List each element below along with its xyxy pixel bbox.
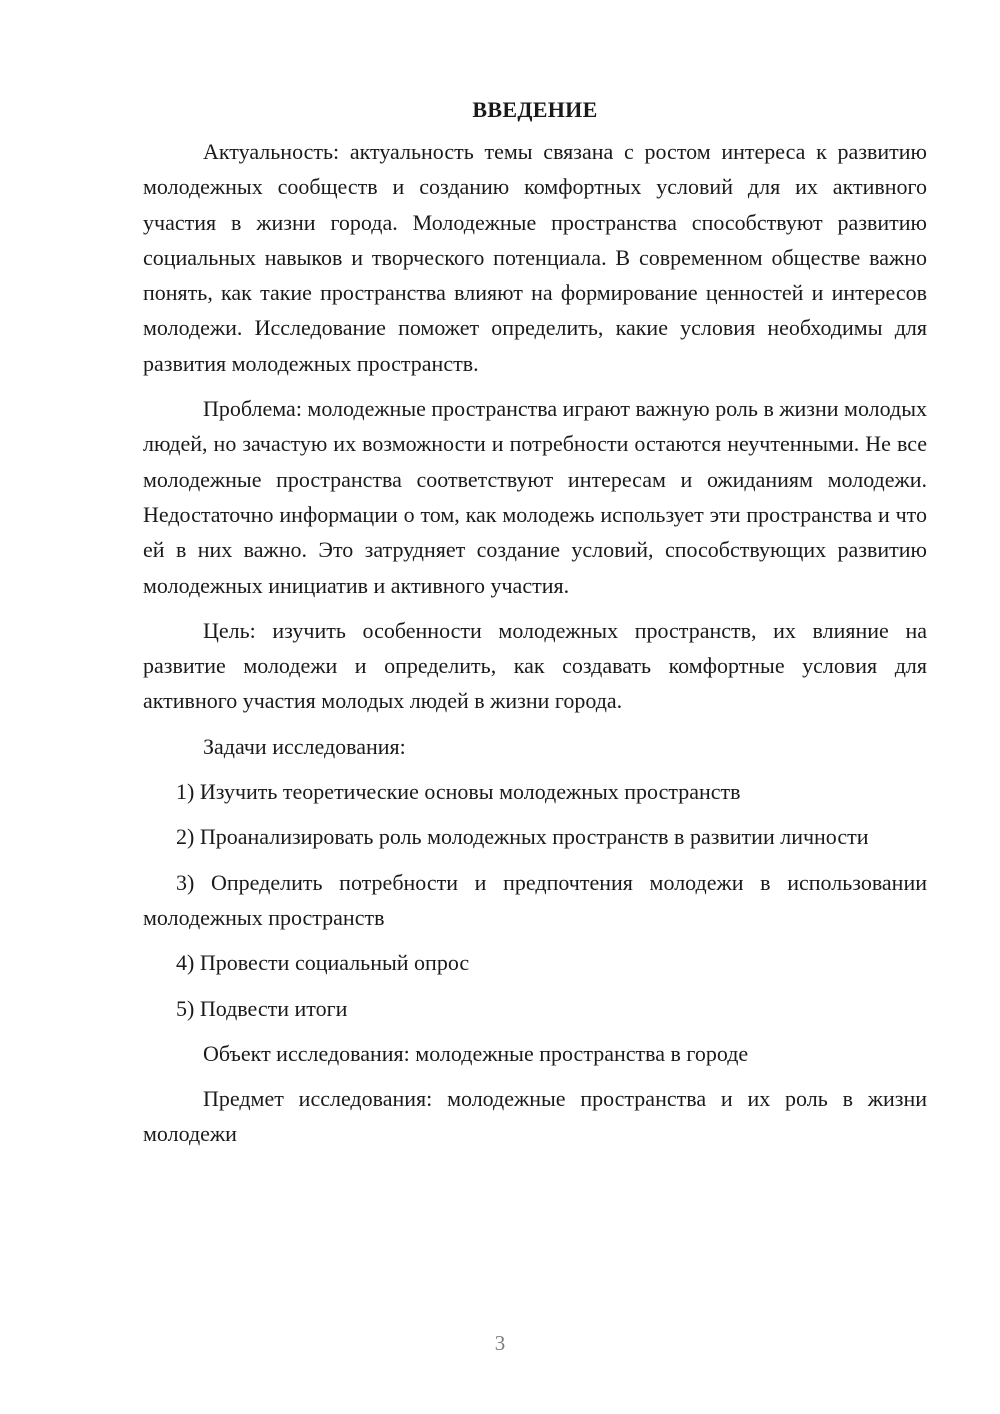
relevance-paragraph: Актуальность: актуальность темы связана с ростом интереса к развитию молодежных сообществ и созданию комфортных условий для их активного участия в жизни города. Молодежные пространства способствуют развитию социальных навыков и творческого потенциала. В современном обществе важно понять, как такие пространства влияют на формирование ценностей и интересов молодежи. Исследование поможет определить, какие условия необходимы для развития молодежных пространств. — [143, 139, 927, 376]
section-heading: ВВЕДЕНИЕ — [472, 97, 598, 122]
task-item-4: 4) Провести социальный опрос — [176, 950, 470, 976]
task-item-2: 2) Проанализировать роль молодежных пространств в развитии личности — [176, 824, 869, 850]
subject-paragraph: Предмет исследования: молодежные пространства и их роль в жизни молодежи — [143, 1086, 927, 1147]
tasks-heading: Задачи исследования: — [203, 733, 406, 759]
object-paragraph: Объект исследования: молодежные пространства в городе — [203, 1040, 749, 1066]
task-item-5: 5) Подвести итоги — [176, 995, 348, 1021]
page-number: 3 — [494, 1331, 506, 1355]
goal-paragraph: Цель: изучить особенности молодежных пространств, их влияние на развитие молодежи и определить, как создавать комфортные условия для активного участия молодых людей в жизни города. — [143, 617, 927, 714]
task-item-3: 3) Определить потребности и предпочтения молодежи в использовании молодежных пространств — [143, 869, 927, 930]
problem-paragraph: Проблема: молодежные пространства играют важную роль в жизни молодых людей, но зачастую их возможности и потребности остаются неучтенными. Не все молодежные пространства соответствуют интересам и ожиданиям молодежи. Недостаточно информации о том, как молодежь использует эти пространства и что ей в них важно. Это затрудняет создание условий, способствующих развитию молодежных инициатив и активного участия. — [143, 396, 927, 598]
page-body — [143, 95, 927, 1152]
task-item-1: 1) Изучить теоретические основы молодежных пространств — [176, 779, 741, 805]
